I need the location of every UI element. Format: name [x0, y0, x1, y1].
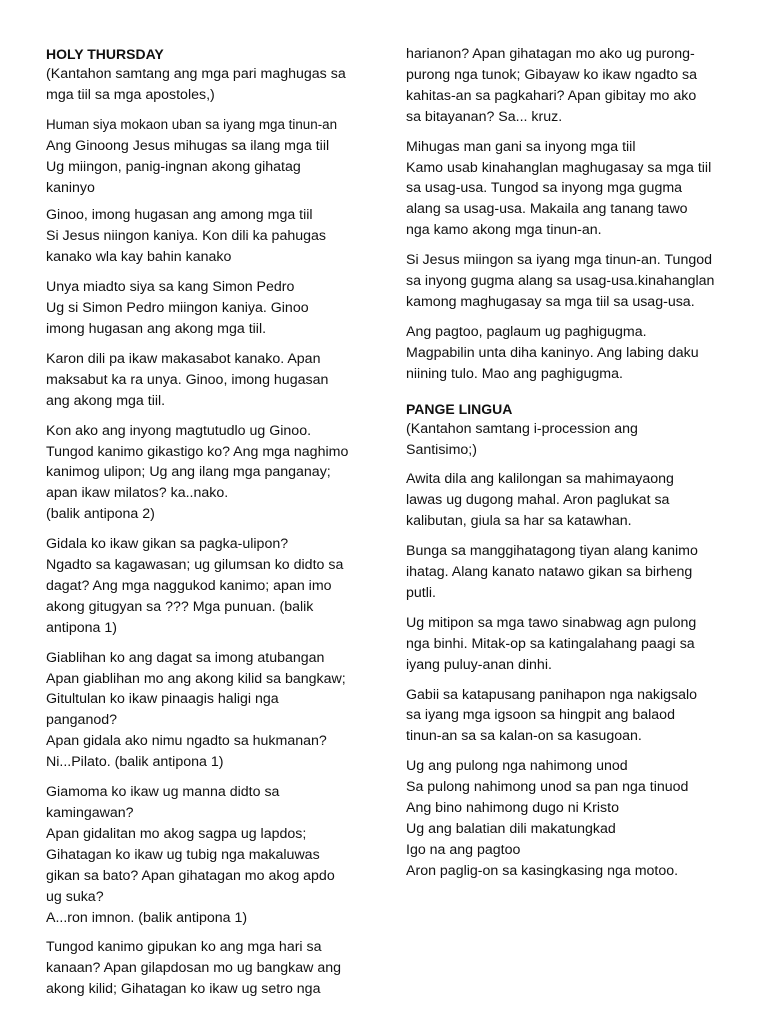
text-line: Gidala ko ikaw gikan sa pagka-ulipon? [46, 536, 289, 553]
text-line: sa bitayanan? Sa... kruz. [406, 108, 563, 125]
text-line: alang sa usag-usa. Makaila ang tanang tawo [406, 201, 688, 218]
text-line: apan ikaw milatos? ka..nako. [46, 485, 229, 502]
text-line: Ginoo, imong hugasan ang among mga tiil [46, 207, 313, 224]
text-line: Mihugas man gani sa inyong mga tiil [406, 138, 636, 155]
text-line: kanaan? Apan gilapdosan mo ug bangkaw ang [46, 960, 342, 977]
text-line: gikan sa bato? Apan gihatagan mo akog apdo [46, 867, 335, 884]
text-line: maksabut ka ra unya. Ginoo, imong hugasan [46, 371, 329, 388]
text-line: Ang Ginoong Jesus mihugas sa ilang mga tiil [46, 137, 330, 154]
verse-paragraph [46, 782, 364, 928]
text-line: Si Jesus niingon kaniya. Kon dili ka pahugas [46, 228, 326, 245]
text-line: Ang bino nahimong dugo ni Kristo [406, 800, 619, 817]
text-line: kamong maghugasay sa mga tiil sa usag-usa. [406, 293, 695, 310]
text-line: tinun-an sa sa kalan-on sa kasugoan. [406, 728, 642, 745]
right-column [406, 44, 724, 891]
text-line: harianon? Apan gihatagan mo ako ug purong- [406, 46, 695, 62]
title-holy-thursday: HOLY THURSDAY [46, 46, 164, 62]
text-line: Tungod kanimo gipukan ko ang mga hari sa [46, 939, 322, 956]
verse-paragraph [406, 469, 724, 532]
text-line: ang akong mga tiil. [46, 392, 166, 409]
text-line: Ug si Simon Pedro miingon kaniya. Ginoo [46, 300, 309, 317]
text-line: ug suka? [46, 888, 104, 905]
text-line: purong nga tunok; Gibayaw ko ikaw ngadto sa [406, 66, 698, 83]
text-line: kamingawan? [46, 805, 134, 821]
verse-paragraph [46, 648, 364, 773]
verse-paragraph [46, 64, 364, 106]
text-line: Unya miadto siya sa kang Simon Pedro [46, 279, 295, 296]
verse-paragraph [46, 349, 364, 412]
text-line: Santisimo;) [406, 441, 477, 458]
text-line: Ug ang pulong nga nahimong unod [406, 758, 628, 775]
text-line: putli. [406, 584, 436, 601]
verse-paragraph [406, 44, 724, 128]
text-line: Igo na ang pagtoo [406, 841, 521, 858]
text-line: Apan giablihan mo ang akong kilid sa bangkaw; [46, 670, 346, 687]
verse-paragraph [406, 613, 724, 676]
text-line: Sa pulong nahimong unod sa pan nga tinuod [406, 779, 689, 796]
text-line: Gabii sa katapusang panihapon nga nakigsalo [406, 686, 698, 703]
text-line: Karon dili pa ikaw makasabot kanako. Apan [46, 350, 321, 367]
verse-paragraph [406, 137, 724, 242]
text-line: Human siya mokaon uban sa iyang mga tinun-an [46, 116, 338, 132]
text-line: Ug mitipon sa mga tawo sinabwag agn pulong [406, 614, 697, 631]
text-line: mga tiil sa mga apostoles,) [46, 86, 215, 103]
text-line: niining tulo. Mao ang paghigugma. [406, 365, 623, 382]
text-line: lawas ug dugong mahal. Aron paglukat sa [406, 492, 670, 509]
text-line: Giablihan ko ang dagat sa imong atubangan [46, 649, 325, 666]
text-line: Apan gidala ako nimu ngadto sa hukmanan? [46, 733, 327, 750]
text-line: kanako wla kay bahin kanako [46, 249, 232, 266]
verse-paragraph [46, 115, 364, 199]
text-line: Ni...Pilato. (balik antipona 1) [46, 754, 224, 771]
verse-paragraph [46, 534, 364, 639]
text-line: imong hugasan ang akong mga tiil. [46, 320, 267, 337]
text-line: sa iyang mga igsoon sa hingpit ang balaod [406, 707, 675, 724]
text-line: Bunga sa manggihatagong tiyan alang kanimo [406, 543, 698, 560]
text-line: Tungod kanimo gikastigo ko? Ang mga naghimo [46, 443, 349, 460]
verse-paragraph [406, 541, 724, 604]
text-line: dagat? Ang mga naggukod kanimo; apan imo [46, 577, 332, 594]
text-line: Apan gidalitan mo akog sagpa ug lapdos; [46, 825, 307, 842]
text-line: Aron paglig-on sa kasingkasing nga motoo. [406, 862, 679, 879]
verse-paragraph [46, 421, 364, 526]
text-line: ihatag. Alang kanato natawo gikan sa birheng [406, 564, 693, 581]
verse-paragraph [46, 277, 364, 340]
text-line: nga kamo akong mga tinun-an. [406, 222, 602, 239]
text-line: Gitultulan ko ikaw pinaagis haligi nga [46, 691, 279, 708]
verse-paragraph [406, 756, 724, 881]
text-line: kanimog ulipon; Ug ang ilang mga panganay; [46, 464, 331, 481]
verse-paragraph [406, 685, 724, 748]
verse-paragraph [406, 322, 724, 385]
text-line: (Kantahon samtang i-procession ang [406, 420, 638, 437]
text-line: kalibutan, giula sa har sa katawhan. [406, 513, 632, 530]
text-line: sa inyong gugma alang sa usag-usa.kinahanglan [406, 273, 715, 290]
text-line: akong kilid; Gihatagan ko ikaw ug setro nga [46, 981, 321, 998]
text-line: kahitas-an sa pagkahari? Apan gibitay mo ako [406, 87, 697, 104]
text-line: A...ron imnon. (balik antipona 1) [46, 909, 248, 926]
text-line: Giamoma ko ikaw ug manna didto sa [46, 784, 280, 801]
text-line: iyang puluy-anan dinhi. [406, 656, 552, 673]
text-line: (Kantahon samtang ang mga pari maghugas sa [46, 66, 346, 82]
text-line: antipona 1) [46, 619, 117, 636]
left-column [46, 44, 364, 1009]
verse-paragraph [46, 937, 364, 1000]
text-line: Si Jesus miingon sa iyang mga tinun-an. Tungod [406, 252, 713, 269]
verse-paragraph [46, 205, 364, 268]
text-line: Ngadto sa kagawasan; ug gilumsan ko didto sa [46, 557, 344, 574]
verse-paragraph [406, 419, 724, 461]
text-line: sa usag-usa. Tungod sa inyong mga gugma [406, 180, 683, 197]
text-line: Ug miingon, panig-ingnan akong gihatag [46, 158, 301, 175]
text-line: Awita dila ang kalilongan sa mahimayaong [406, 471, 674, 488]
text-line: (balik antipona 2) [46, 506, 155, 523]
text-line: Magpabilin unta diha kaninyo. Ang labing daku [406, 344, 699, 361]
text-line: akong gitugyan sa ??? Mga punuan. (balik [46, 598, 314, 615]
text-line: Ug ang balatian dili makatungkad [406, 821, 616, 837]
title-pange-lingua: PANGE LINGUA [406, 400, 513, 417]
text-line: kaninyo [46, 179, 95, 196]
text-line: Gihatagan ko ikaw ug tubig nga makaluwas [46, 846, 320, 863]
text-line: Kon ako ang inyong magtutudlo ug Ginoo. [46, 422, 312, 439]
text-line: Kamo usab kinahanglan maghugasay sa mga tiil [406, 159, 712, 176]
text-line: panganod? [46, 712, 118, 729]
text-line: nga binhi. Mitak-op sa katingalahang paagi sa [406, 635, 695, 652]
text-line: Ang pagtoo, paglaum ug paghigugma. [406, 323, 647, 340]
verse-paragraph [406, 250, 724, 313]
